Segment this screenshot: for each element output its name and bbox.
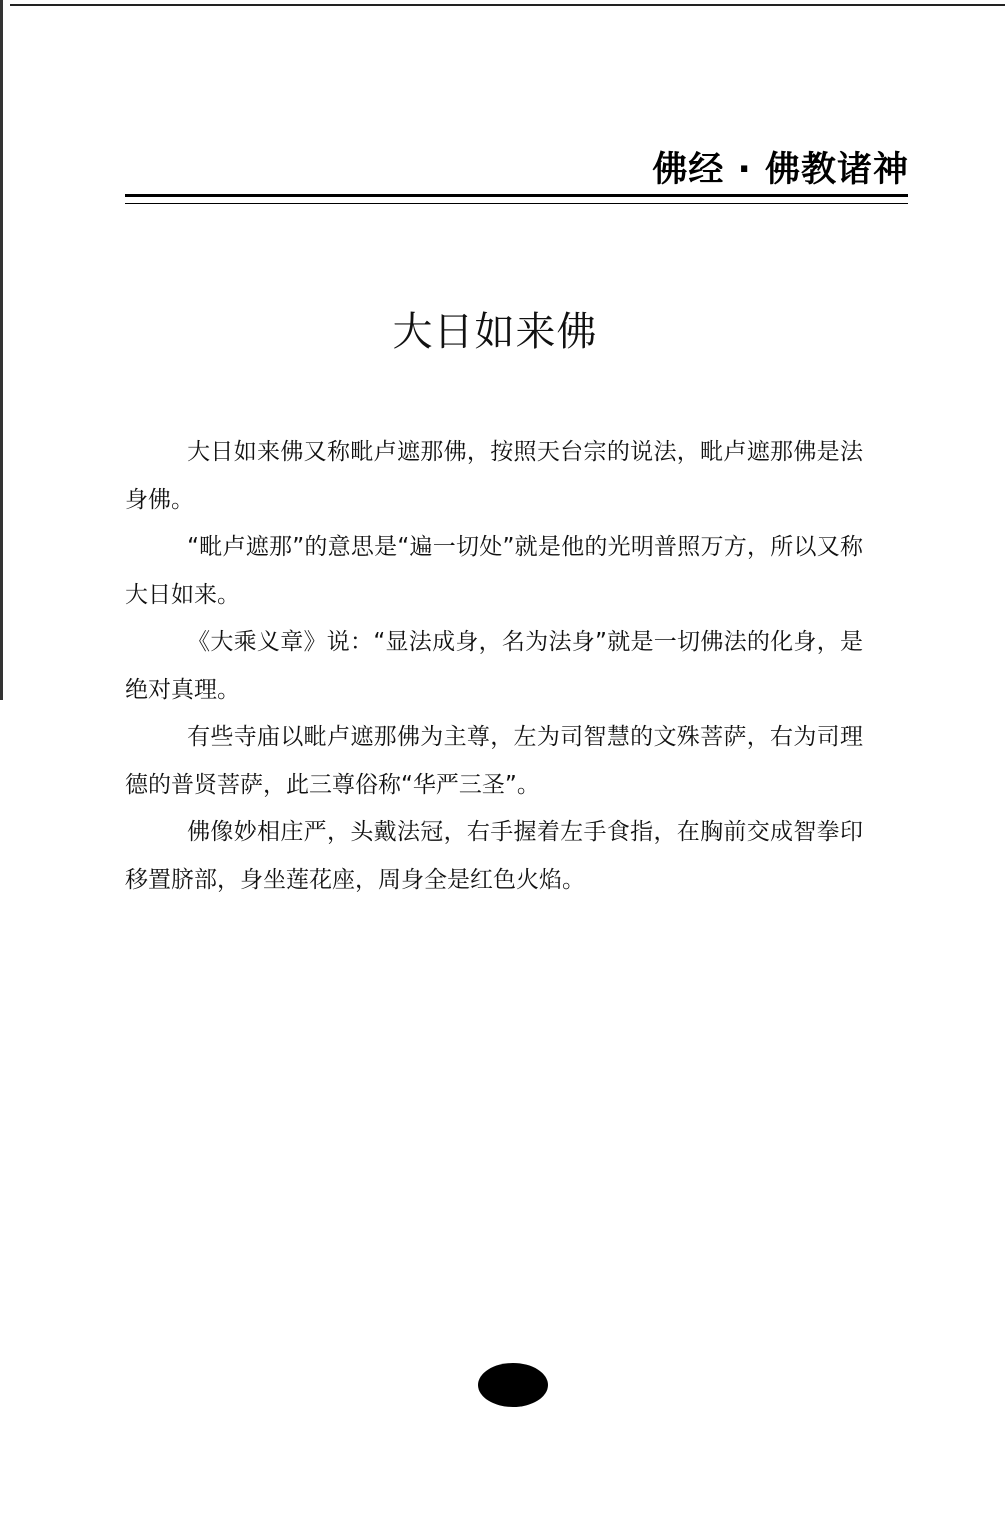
header-rule-thick (125, 194, 908, 197)
paragraph: 《大乘义章》说：“显法成身，名为法身”就是一切佛法的化身，是绝对真理。 (125, 629, 863, 703)
paragraph: “毗卢遮那”的意思是“遍一切处”就是他的光明普照万方，所以又称大日如来。 (125, 534, 863, 608)
top-border-line (10, 4, 1005, 6)
article-body (125, 429, 863, 904)
page-number-badge (478, 1363, 548, 1407)
paragraph: 佛像妙相庄严，头戴法冠，右手握着左手食指，在胸前交成智拳印移置脐部，身坐莲花座，周身全是红色火焰。 (125, 819, 863, 893)
paragraph: 大日如来佛又称毗卢遮那佛，按照天台宗的说法，毗卢遮那佛是法身佛。 (125, 439, 863, 513)
article-title: 大日如来佛 (392, 309, 598, 355)
running-header-title: 佛经 · 佛教诸神 (652, 150, 909, 190)
header-rule-thin (125, 203, 908, 204)
paragraph: 有些寺庙以毗卢遮那佛为主尊，左为司智慧的文殊菩萨，右为司理德的普贤菩萨，此三尊俗称“华严三圣”。 (125, 724, 863, 798)
